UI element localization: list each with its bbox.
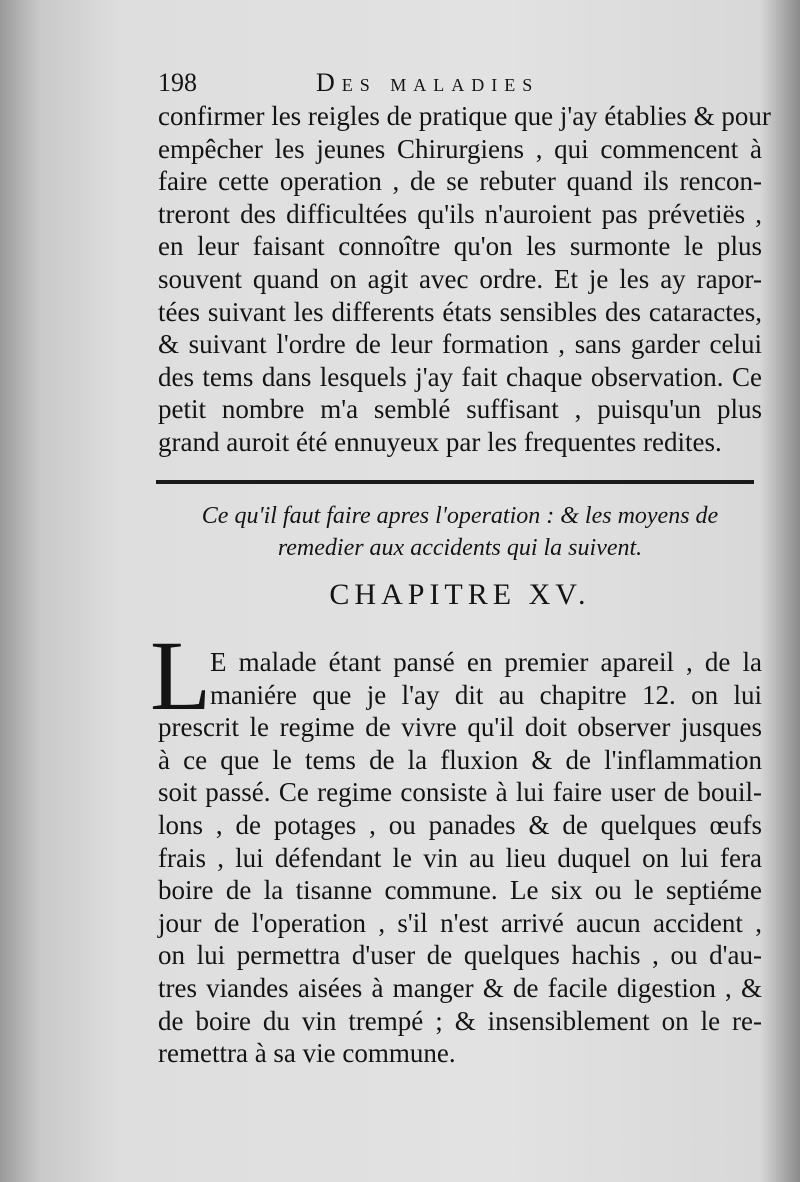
text-line: en leur faisant connoître qu'on les surmonte le plus xyxy=(158,231,762,262)
text-line: maniére que je l'ay dit au chapitre 12. on lui xyxy=(210,679,762,710)
heading-line: Ce qu'il faut faire apres l'operation : & les moyens de xyxy=(201,503,719,529)
section-heading xyxy=(158,500,762,564)
text-line: de boire du vin trempé ; & insensiblement on le re- xyxy=(158,1005,762,1036)
text-line: faire cette operation , de se rebuter quand ils rencon- xyxy=(158,166,762,197)
text-line: des tems dans lesquels j'ay fait chaque observation. Ce xyxy=(158,361,762,392)
text-line: remettra à sa vie commune. xyxy=(158,1038,456,1069)
text-line: prescrit le regime de vivre qu'il doit observer jusques xyxy=(158,712,762,743)
text-line: lons , de potages , ou panades & de quelques œufs xyxy=(158,809,762,840)
section-divider xyxy=(156,480,754,484)
page-number: 198 xyxy=(158,68,197,97)
text-line: treront des difficultées qu'ils n'auroient pas prévetiës , xyxy=(158,198,762,229)
heading-line: remedier aux accidents qui la suivent. xyxy=(277,535,643,561)
text-line: petit nombre m'a semblé suffisant , puisqu'un plus xyxy=(158,394,762,425)
text-line: empêcher les jeunes Chirurgiens , qui commencent à xyxy=(158,133,762,164)
text-line: tres viandes aisées à manger & de facile digestion , & xyxy=(158,972,762,1003)
text-line: on lui permettra d'user de quelques hachis , ou d'au- xyxy=(158,940,762,971)
running-head xyxy=(158,66,758,100)
text-line: soit passé. Ce regime consiste à lui faire user de bouil- xyxy=(158,777,762,808)
paragraph-continued xyxy=(158,100,771,459)
drop-cap: L xyxy=(150,620,212,731)
text-line: à ce que le tems de la fluxion & de l'inflammation xyxy=(158,744,762,775)
text-line: grand auroit été ennuyeux par les frequentes redites. xyxy=(158,426,722,457)
text-line: tées suivant les differents états sensibles des cataractes, xyxy=(158,296,762,327)
running-title: Des maladies xyxy=(316,68,540,97)
text-line: souvent quand on agit avec ordre. Et je les ay rapor- xyxy=(158,263,762,294)
chapter-title: CHAPITRE XV. xyxy=(329,578,591,611)
text-line: & suivant l'ordre de leur formation , sans garder celui xyxy=(158,329,762,360)
text-line: frais , lui défendant le vin au lieu duquel on lui fera xyxy=(158,842,762,873)
paragraph-chapter-start xyxy=(158,646,762,1070)
text-line: E malade étant pansé en premier apareil , de la xyxy=(210,647,762,677)
text-line: boire de la tisanne commune. Le six ou le septiéme xyxy=(158,875,762,906)
text-line: confirmer les reigles de pratique que j'ay établies & pour xyxy=(158,101,771,131)
text-line: jour de l'operation , s'il n'est arrivé aucun accident , xyxy=(158,907,762,938)
